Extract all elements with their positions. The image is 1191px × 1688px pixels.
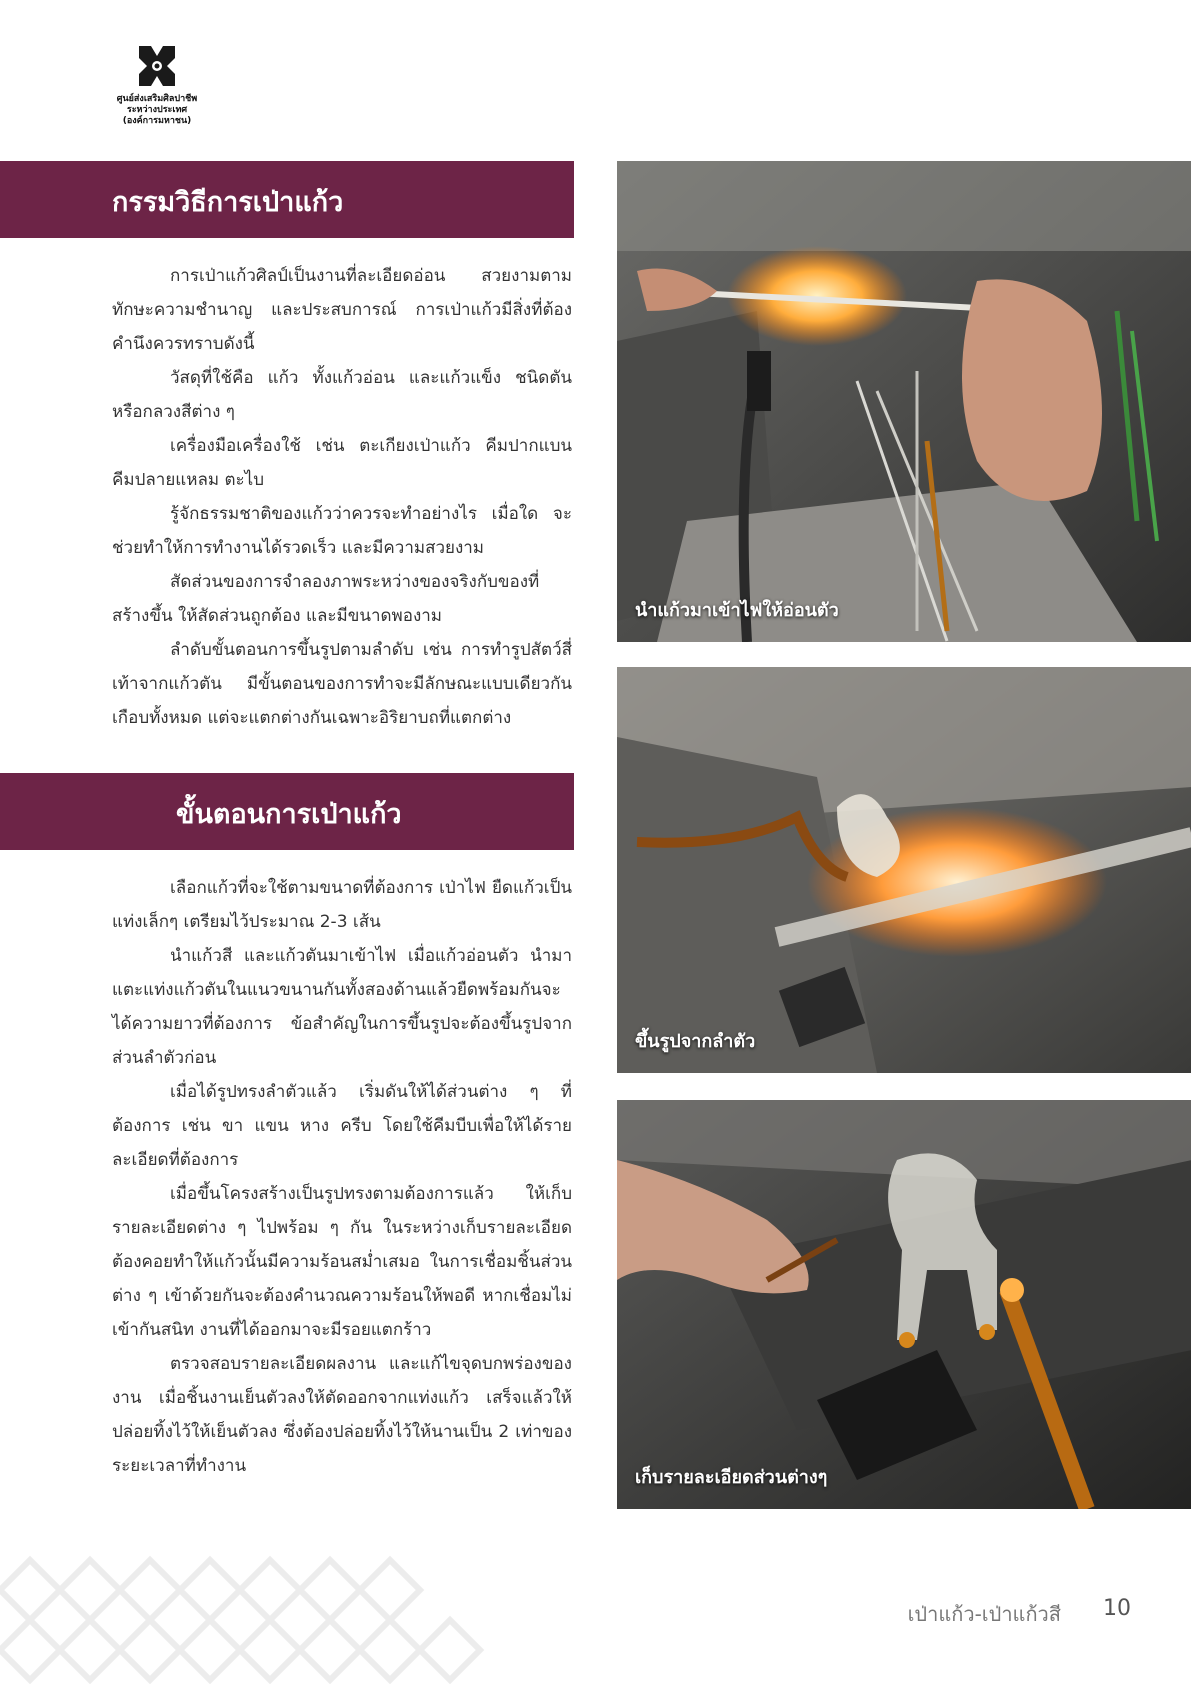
photo-heating-glass [617, 161, 1191, 642]
section1-banner [0, 161, 574, 238]
logo-line-1: ศูนย์ส่งเสริมศิลปาชีพ [116, 94, 198, 104]
section1-paragraph: วัสดุที่ใช้คือ แก้ว ทั้งแก้วอ่อน และแก้วแข็ง ชนิดตัน หรือกลวงสีต่าง ๆ [112, 368, 572, 422]
logo-line-2: ระหว่างประเทศ [126, 105, 188, 115]
section2-paragraph: เมื่อขึ้นโครงสร้างเป็นรูปทรงตามต้องการแล้ว ให้เก็บรายละเอียดต่าง ๆ ไปพร้อม ๆ กัน ในระหว่างเก็บรายละเอียดต้องคอยทำให้แก้วนั้นมีความร้อนสม่ำเสมอ ในการเชื่อมชิ้นส่วนต่าง ๆ เข้าด้วยกันจะต้องคำนวณความร้อนให้พอดี หากเชื่อมไม่เข้ากันสนิท งานที่ได้ออกมาจะมีรอยแตกร้าว [112, 1184, 572, 1340]
section2-title: ขั้นตอนการเป่าแก้ว [176, 799, 402, 830]
logo-text [82, 94, 232, 127]
flower-cross-logo-icon [133, 42, 181, 90]
section2-paragraph: เมื่อได้รูปทรงลำตัวแล้ว เริ่มดันให้ได้ส่วนต่าง ๆ ที่ต้องการ เช่น ขา แขน หาง ครีบ โดยใช้คีมบีบเพื่อให้ได้รายละเอียดที่ต้องการ [112, 1082, 572, 1170]
section2-paragraph: เลือกแก้วที่จะใช้ตามขนาดที่ต้องการ เป่าไฟ ยืดแก้วเป็นแท่งเล็กๆ เตรียมไว้ประมาณ 2-3 เส้น [112, 878, 572, 932]
photo-caption: นำแก้วมาเข้าไฟให้อ่อนตัว [635, 600, 839, 621]
logo-line-3: (องค์การมหาชน) [122, 116, 192, 126]
decorative-pattern [0, 1530, 520, 1688]
photo-finishing-details [617, 1100, 1191, 1509]
section1-paragraph: การเป่าแก้วศิลป์เป็นงานที่ละเอียดอ่อน สวยงามตามทักษะความชำนาญ และประสบการณ์ การเป่าแก้วมีสิ่งที่ต้องคำนึงควรทราบดังนี้ [112, 266, 572, 354]
organization-logo [82, 42, 232, 127]
section1-paragraph: ลำดับขั้นตอนการขึ้นรูปตามลำดับ เช่น การทำรูปสัตว์สี่เท้าจากแก้วตัน มีขั้นตอนของการทำจะมีลักษณะแบบเดียวกันเกือบทั้งหมด แต่จะแตกต่างกันเฉพาะอิริยาบถที่แตกต่าง [112, 640, 572, 728]
section1-body [112, 259, 572, 735]
page-number: 10 [1103, 1596, 1131, 1621]
photo-caption: เก็บรายละเอียดส่วนต่างๆ [635, 1467, 828, 1488]
section2-paragraph: ตรวจสอบรายละเอียดผลงาน และแก้ไขจุดบกพร่องของงาน เมื่อชิ้นงานเย็นตัวลงให้ตัดออกจากแท่งแก้ว เสร็จแล้วให้ปล่อยทิ้งไว้ให้เย็นตัวลง ซึ่งต้องปล่อยทิ้งไว้ให้นานเป็น 2 เท่าของระยะเวลาที่ทำงาน [112, 1354, 572, 1476]
footer-title: เป่าแก้ว-เป่าแก้วสี [907, 1602, 1061, 1626]
section1-title: กรรมวิธีการเป่าแก้ว [112, 187, 344, 218]
photo-caption: ขึ้นรูปจากลำตัว [635, 1031, 756, 1052]
section2-paragraph: นำแก้วสี และแก้วตันมาเข้าไฟ เมื่อแก้วอ่อนตัว นำมาแตะแท่งแก้วตันในแนวขนานกันทั้งสองด้านแล้วยืดพร้อมกันจะได้ความยาวที่ต้องการ ข้อสำคัญในการขึ้นรูปจะต้องขึ้นรูปจากส่วนลำตัวก่อน [112, 946, 572, 1068]
section1-paragraph: รู้จักธรรมชาติของแก้วว่าควรจะทำอย่างไร เมื่อใด จะช่วยทำให้การทำงานได้รวดเร็ว และมีความสวยงาม [112, 504, 572, 558]
section1-paragraph: สัดส่วนของการจำลองภาพระหว่างของจริงกับของที่สร้างขึ้น ให้สัดส่วนถูกต้อง และมีขนาดพองาม [112, 572, 540, 626]
section1-paragraph: เครื่องมือเครื่องใช้ เช่น ตะเกียงเป่าแก้ว คีมปากแบน คีมปลายแหลม ตะไบ [112, 436, 572, 490]
photo-shaping-body [617, 667, 1191, 1073]
section2-banner [0, 773, 574, 850]
section2-body [112, 871, 572, 1483]
